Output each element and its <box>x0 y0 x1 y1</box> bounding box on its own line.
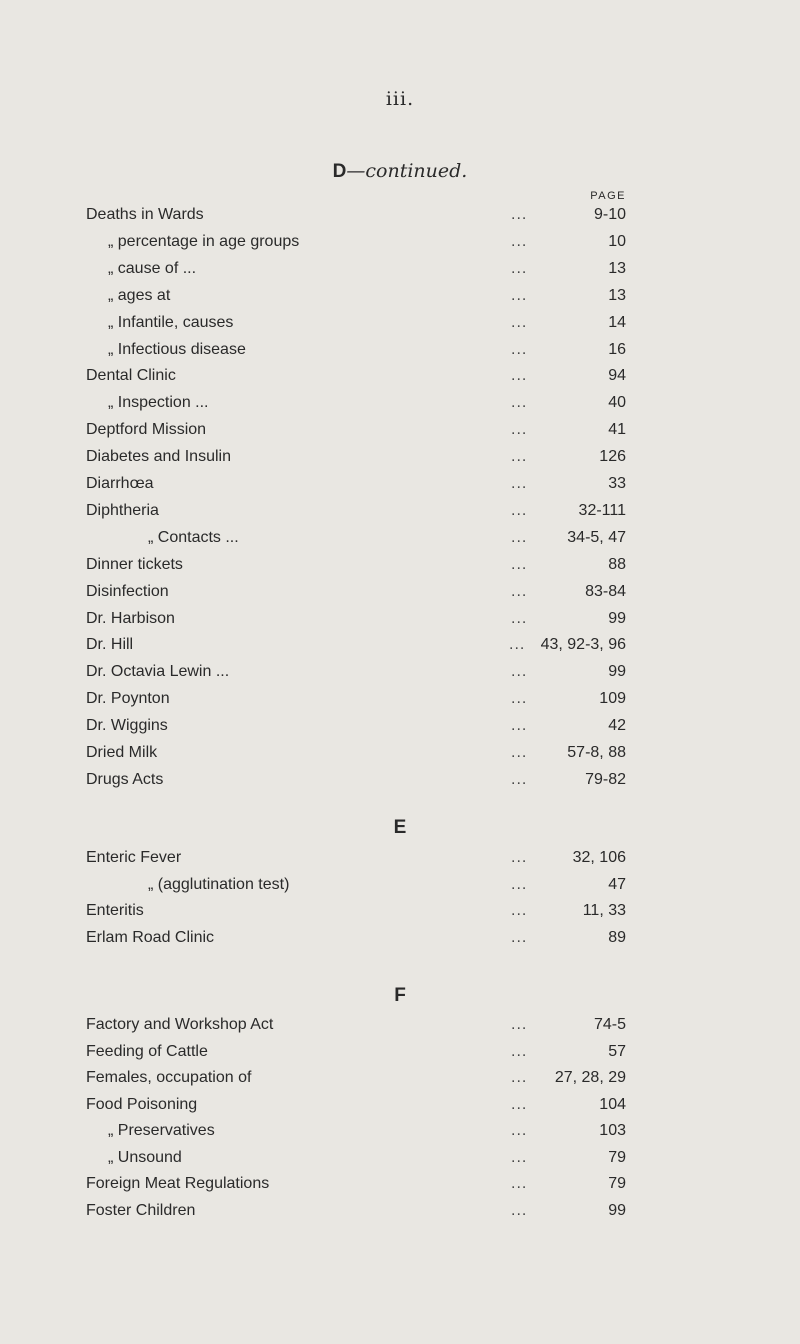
index-entry <box>86 925 626 951</box>
entry-page: 79 <box>608 1148 626 1166</box>
index-entry <box>86 845 626 871</box>
index-entry <box>86 390 626 416</box>
leader-dots: ... <box>511 1016 528 1033</box>
leader-dots: ... <box>511 875 528 893</box>
section-d-heading <box>0 160 800 183</box>
entry-label: Dr. Harbison <box>86 609 175 627</box>
leader-dots: ... <box>511 1095 528 1113</box>
index-entry <box>86 525 626 551</box>
entry-page: 99 <box>608 663 626 681</box>
entry-label: Deaths in Wards <box>86 206 204 223</box>
section-continued: —continued. <box>346 160 468 182</box>
entry-label: Dr. Poynton <box>86 690 170 708</box>
leader-dots: ... <box>511 609 528 627</box>
entry-label: „ percentage in age groups <box>108 232 300 250</box>
entry-page: 41 <box>608 421 626 439</box>
index-entry <box>86 767 626 793</box>
entry-label: Females, occupation of <box>86 1069 252 1086</box>
index-entry <box>86 740 626 766</box>
entry-page: 13 <box>608 259 626 277</box>
entry-label: Enteric Fever <box>86 849 182 866</box>
entry-page: 14 <box>608 313 626 331</box>
section-f-heading <box>0 984 800 1007</box>
index-entry <box>86 363 626 389</box>
entry-page: 99 <box>608 609 626 627</box>
entry-label: Dried Milk <box>86 744 158 761</box>
entry-label: Dinner tickets <box>86 555 183 573</box>
entry-page: 88 <box>608 555 626 573</box>
leader-dots: ... <box>511 1201 528 1219</box>
leader-dots: ... <box>511 340 528 358</box>
entry-page: 11, 33 <box>582 902 626 919</box>
index-entry <box>86 283 626 309</box>
entry-label: „ Unsound <box>108 1148 182 1166</box>
leader-dots: ... <box>511 1175 528 1192</box>
entry-page: 27, 28, 29 <box>554 1069 626 1086</box>
entry-page: 40 <box>608 394 626 412</box>
index-entry <box>86 337 626 363</box>
leader-dots: ... <box>511 232 528 250</box>
entry-label: Food Poisoning <box>86 1095 198 1113</box>
leader-dots: ... <box>511 690 528 708</box>
entry-label: Factory and Workshop Act <box>86 1016 274 1033</box>
entry-page: 43, 92-3, 96 <box>540 636 626 654</box>
entry-page: 79-82 <box>585 770 626 788</box>
leader-dots: ... <box>511 582 528 600</box>
entry-label: Dental Clinic <box>86 367 176 385</box>
entry-label: Diabetes and Insulin <box>86 448 231 466</box>
entry-page: 57 <box>608 1042 626 1060</box>
page-column-header: PAGE <box>590 190 626 202</box>
leader-dots: ... <box>511 849 528 866</box>
entry-label: „ cause of ... <box>108 259 197 277</box>
entry-label: Dr. Wiggins <box>86 717 168 735</box>
entry-page: 104 <box>599 1095 626 1113</box>
entry-label: Feeding of Cattle <box>86 1042 208 1060</box>
index-entry <box>86 579 626 605</box>
leader-dots: ... <box>511 928 528 946</box>
entry-label: „ Contacts ... <box>148 528 239 546</box>
index-entry <box>86 417 626 443</box>
leader-dots: ... <box>511 1148 528 1166</box>
index-entry <box>86 498 626 524</box>
index-entry <box>86 659 626 685</box>
index-entry <box>86 229 626 255</box>
entry-label: „ Infantile, causes <box>108 313 234 331</box>
entry-page: 13 <box>608 286 626 304</box>
entry-page: 109 <box>599 690 626 708</box>
index-entry <box>86 1092 626 1118</box>
entry-page: 9-10 <box>593 206 626 223</box>
entry-label: Disinfection <box>86 582 169 600</box>
section-letter: E <box>393 817 407 838</box>
leader-dots: ... <box>511 475 528 492</box>
leader-dots: ... <box>511 528 528 546</box>
entry-page: 103 <box>599 1122 626 1139</box>
leader-dots: ... <box>511 367 528 385</box>
entry-page: 89 <box>608 928 626 946</box>
entry-label: Drugs Acts <box>86 770 164 788</box>
index-entry <box>86 256 626 282</box>
section-letter: F <box>394 985 406 1006</box>
entry-label: Dr. Octavia Lewin ... <box>86 663 230 681</box>
index-entry <box>86 1198 626 1224</box>
entry-page: 33 <box>608 475 626 492</box>
leader-dots: ... <box>511 421 528 439</box>
section-e-heading <box>0 816 800 839</box>
leader-dots: ... <box>511 663 528 681</box>
entry-label: „ (agglutination test) <box>148 875 290 893</box>
leader-dots: ... <box>511 313 528 331</box>
leader-dots: ... <box>511 1069 528 1086</box>
entry-label: Erlam Road Clinic <box>86 928 215 946</box>
leader-dots: ... <box>511 259 528 277</box>
leader-dots: ... <box>511 1122 528 1139</box>
index-entry <box>86 310 626 336</box>
index-entry <box>86 1012 626 1038</box>
index-entry <box>86 1065 626 1091</box>
entry-page: 79 <box>608 1175 626 1192</box>
leader-dots: ... <box>511 206 528 223</box>
index-entry <box>86 1171 626 1197</box>
leader-dots: ... <box>511 394 528 412</box>
entry-label: Diarrhœa <box>86 475 154 492</box>
index-entry <box>86 898 626 924</box>
leader-dots: ... <box>511 501 528 519</box>
leader-dots: ... <box>511 286 528 304</box>
entry-page: 16 <box>608 340 626 358</box>
index-entry <box>86 202 626 228</box>
section-letter: D <box>332 161 347 182</box>
entry-label: Foreign Meat Regulations <box>86 1175 270 1192</box>
entry-page: 57-8, 88 <box>567 744 626 761</box>
entry-page: 99 <box>608 1201 626 1219</box>
leader-dots: ... <box>509 636 526 654</box>
entry-label: „ Infectious disease <box>108 340 246 358</box>
index-entry <box>86 632 626 658</box>
entry-label: Enteritis <box>86 902 144 919</box>
leader-dots: ... <box>511 770 528 788</box>
entry-page: 74-5 <box>593 1016 626 1033</box>
index-entry <box>86 686 626 712</box>
entry-label: „ Preservatives <box>108 1122 215 1139</box>
entry-label: Diphtheria <box>86 501 159 519</box>
entry-page: 126 <box>599 448 626 466</box>
entry-label: Dr. Hill <box>86 636 134 654</box>
index-entry <box>86 713 626 739</box>
entry-page: 42 <box>608 717 626 735</box>
entry-page: 10 <box>608 232 626 250</box>
entry-label: Deptford Mission <box>86 421 207 439</box>
index-entry <box>86 872 626 898</box>
index-entry <box>86 552 626 578</box>
leader-dots: ... <box>511 744 528 761</box>
entry-page: 47 <box>608 875 626 893</box>
page-number: iii. <box>385 88 415 110</box>
entry-page: 83-84 <box>585 582 626 600</box>
index-entry <box>86 1145 626 1171</box>
entry-page: 34-5, 47 <box>567 528 626 546</box>
entry-label: „ Inspection ... <box>108 394 209 412</box>
index-entry <box>86 1039 626 1065</box>
entry-label: „ ages at <box>108 286 171 304</box>
index-entry <box>86 471 626 497</box>
index-entry <box>86 1118 626 1144</box>
index-entry <box>86 606 626 632</box>
entry-page: 32-111 <box>578 501 626 519</box>
entry-page: 32, 106 <box>572 849 626 866</box>
leader-dots: ... <box>511 717 528 735</box>
entry-label: Foster Children <box>86 1201 196 1219</box>
leader-dots: ... <box>511 448 528 466</box>
leader-dots: ... <box>511 902 528 919</box>
entry-page: 94 <box>608 367 626 385</box>
index-entry <box>86 444 626 470</box>
leader-dots: ... <box>511 555 528 573</box>
leader-dots: ... <box>511 1042 528 1060</box>
